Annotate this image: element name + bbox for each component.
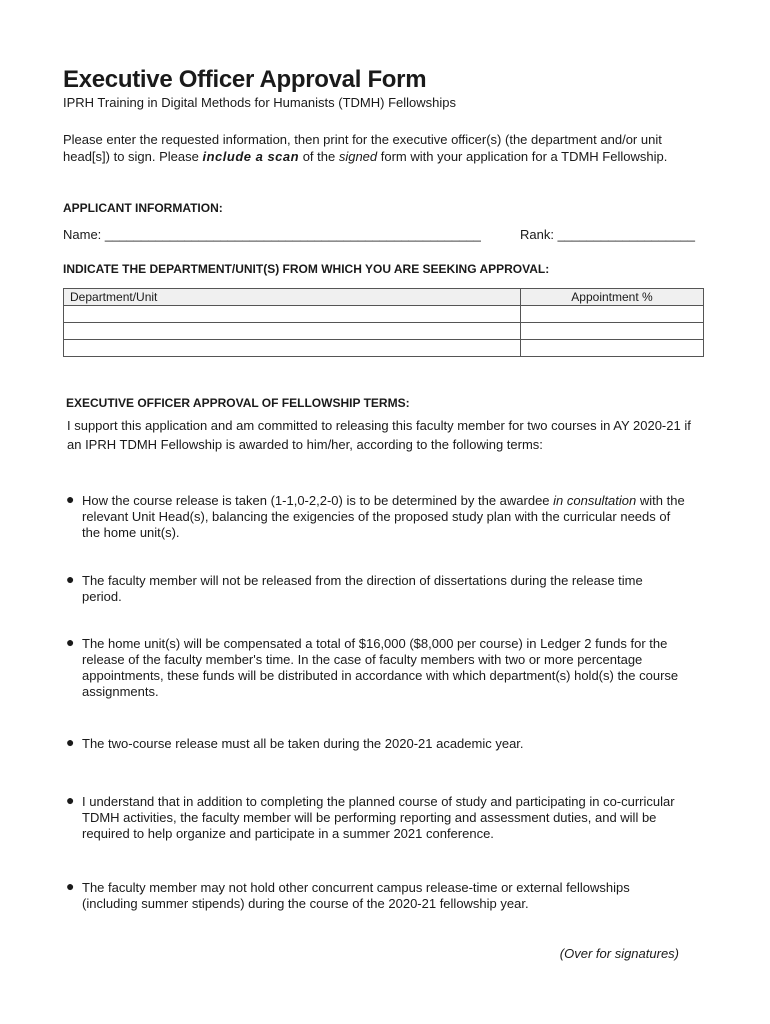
term-text: How the course release is taken (1-1,0-2,2-0) is to be determined by the awardee in consultation with the relevant Unit Head(s), balancing the exigencies of the proposed study plan with the curricular needs of the home unit(s). [82, 493, 685, 540]
form-subtitle: IPRH Training in Digital Methods for Humanists (TDMH) Fellowships [63, 95, 457, 110]
intro-paragraph [63, 131, 703, 165]
table-row [64, 306, 704, 323]
over-for-signatures: (Over for signatures) [559, 946, 679, 961]
approval-statement: I support this application and am committed to releasing this faculty member for two courses in AY 2020-21 if an IPRH TDMH Fellowship is awarded to him/her, according to the following terms: [67, 418, 691, 452]
applicant-heading: APPLICANT INFORMATION: [63, 201, 223, 215]
term-text: The faculty member will not be released from the direction of dissertations during the release time period. [82, 573, 643, 604]
table-header-row [64, 289, 704, 306]
intro-signed: signed [338, 149, 378, 164]
list-item [66, 880, 686, 912]
intro-emphasis: include a scan [202, 149, 300, 164]
term-text: The two-course release must all be taken during the 2020-21 academic year. [82, 736, 524, 751]
intro-text-1: Please enter the requested information, then print for the executive officer(s) (the department and/or unit head[s]) to sign. Please [63, 132, 662, 164]
intro-text-2: of the [299, 149, 339, 164]
table-row [64, 340, 704, 357]
list-item [66, 636, 686, 700]
table-row [64, 323, 704, 340]
department-table [63, 288, 704, 357]
appointment-cell[interactable] [521, 306, 704, 323]
bullet-icon: ● [66, 878, 75, 894]
list-item [66, 573, 686, 605]
department-cell[interactable] [64, 340, 521, 357]
list-item [66, 493, 686, 541]
term-text: The faculty member may not hold other concurrent campus release-time or external fellowships (including summer stipends) during the course of the 2020-21 fellowship year. [82, 880, 630, 911]
approval-heading: EXECUTIVE OFFICER APPROVAL OF FELLOWSHIP TERMS: [66, 396, 410, 410]
appointment-cell[interactable] [521, 323, 704, 340]
rank-field[interactable]: Rank: ___________________ [520, 227, 695, 242]
term-text: I understand that in addition to completing the planned course of study and participating in co-curricular TDMH activities, the faculty member will be performing reporting and assessment duties, and will be required to help organize and participate in a summer 2021 conference. [82, 794, 675, 841]
column-header-department: Department/Unit [64, 289, 521, 306]
term-text: The home unit(s) will be compensated a total of $16,000 ($8,000 per course) in Ledger 2 funds for the release of the faculty member's time. In the case of faculty members with two or more percentage appointments, these funds will be distributed in accordance with which department(s) hold(s) the course assignments. [82, 636, 679, 699]
bullet-icon: ● [66, 792, 75, 808]
list-item [66, 794, 686, 842]
applicant-fields [63, 227, 703, 242]
bullet-icon: ● [66, 491, 75, 507]
bullet-icon: ● [66, 734, 75, 750]
appointment-cell[interactable] [521, 340, 704, 357]
name-field[interactable]: Name: ____________________________________________________ [63, 227, 481, 242]
department-cell[interactable] [64, 306, 521, 323]
intro-text-3: form with your application for a TDMH Fellowship. [377, 149, 668, 164]
departments-heading: INDICATE THE DEPARTMENT/UNIT(S) FROM WHICH YOU ARE SEEKING APPROVAL: [63, 262, 550, 276]
bullet-icon: ● [66, 634, 75, 650]
bullet-icon: ● [66, 571, 75, 587]
department-cell[interactable] [64, 323, 521, 340]
list-item [66, 736, 686, 752]
column-header-appointment: Appointment % [521, 289, 704, 306]
form-title: Executive Officer Approval Form [63, 66, 427, 93]
